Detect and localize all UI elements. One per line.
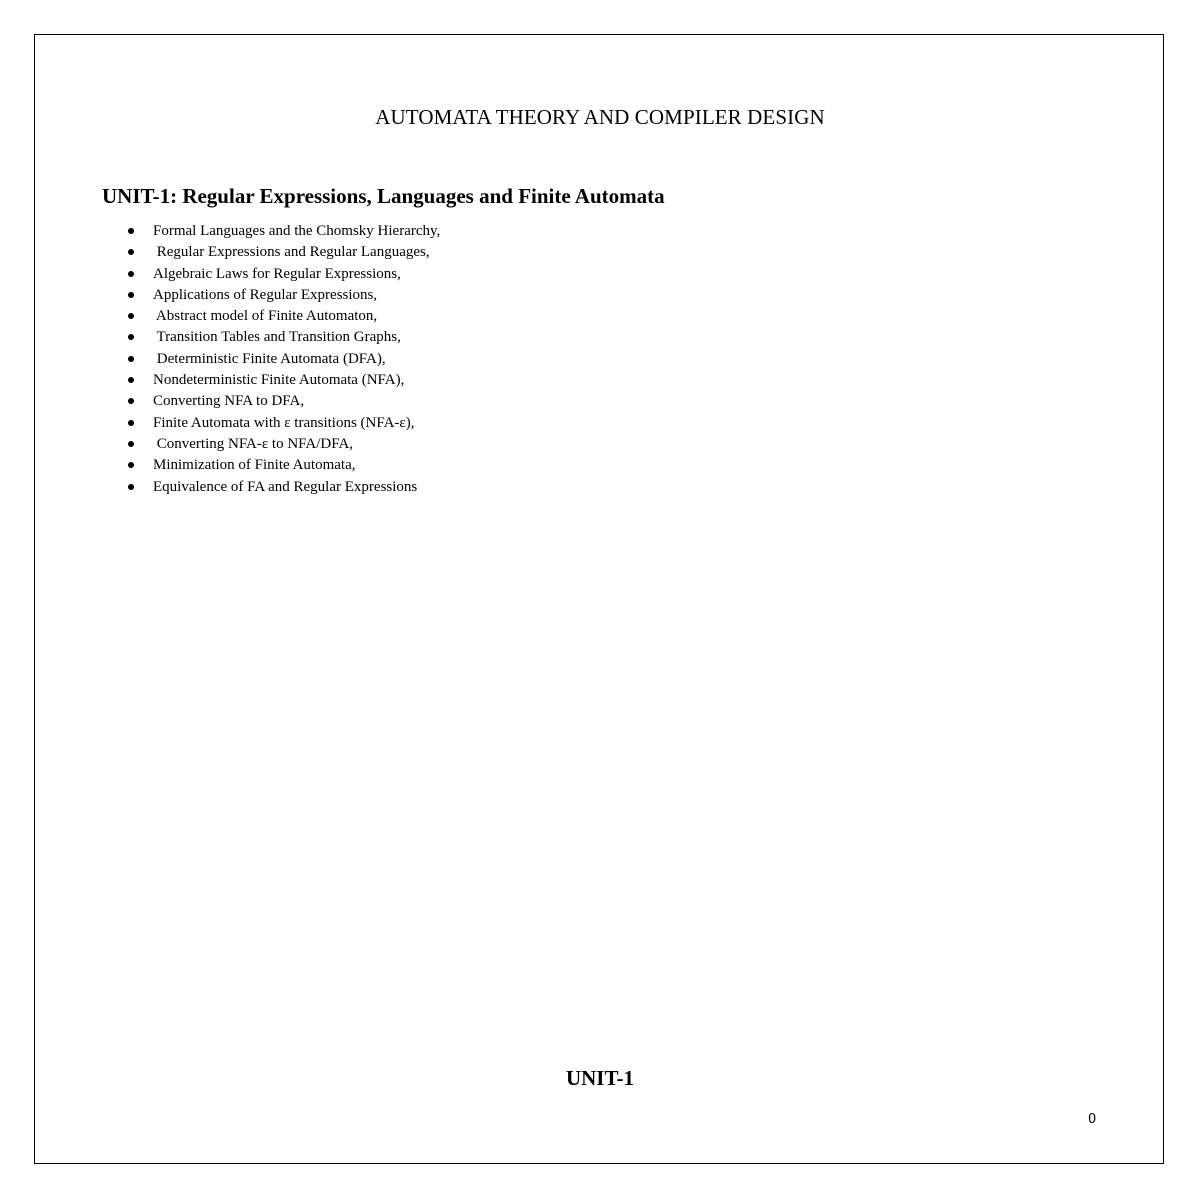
list-item [128,477,440,498]
bullet-icon [128,313,134,319]
unit-heading: UNIT-1: Regular Expressions, Languages and Finite Automata [102,184,665,208]
bullet-icon [128,249,134,255]
topic-text: Abstract model of Finite Automaton, [153,308,378,325]
topic-text: Deterministic Finite Automata (DFA), [153,350,386,367]
bullet-icon [128,292,134,298]
list-item [128,242,440,263]
document-title: AUTOMATA THEORY AND COMPILER DESIGN [375,105,825,129]
topic-text: Minimization of Finite Automata, [153,457,356,474]
footer-unit-label: UNIT-1 [565,1066,635,1090]
list-item [128,349,440,370]
bullet-icon [128,271,134,277]
list-item [128,370,440,391]
topic-text: Formal Languages and the Chomsky Hierarchy, [153,223,441,239]
topic-text: Transition Tables and Transition Graphs, [153,329,401,346]
topic-text: Algebraic Laws for Regular Expressions, [153,265,401,282]
list-item [128,264,440,285]
bullet-icon [128,398,134,404]
topic-text: Regular Expressions and Regular Languages, [153,244,430,261]
bullet-icon [128,334,134,340]
list-item [128,391,440,412]
bullet-icon [128,228,134,234]
bullet-icon [128,356,134,362]
bullet-icon [128,377,134,383]
topic-text: Finite Automata with ε transitions (NFA-ε), [153,414,415,431]
page-number: 0 [1088,1112,1097,1127]
list-item [128,413,440,434]
bullet-icon [128,484,134,490]
list-item [128,306,440,327]
list-item [128,285,440,306]
bullet-icon [128,441,134,447]
topic-text: Applications of Regular Expressions, [153,286,378,303]
list-item [128,434,440,455]
topic-text: Converting NFA to DFA, [153,393,305,410]
bullet-icon [128,462,134,468]
topic-list [128,221,440,498]
list-item [128,221,440,242]
bullet-icon [128,420,134,426]
topic-text: Equivalence of FA and Regular Expressions [153,478,418,495]
topic-text: Converting NFA-ε to NFA/DFA, [153,435,354,452]
list-item [128,327,440,348]
topic-text: Nondeterministic Finite Automata (NFA), [153,372,405,389]
list-item [128,455,440,476]
